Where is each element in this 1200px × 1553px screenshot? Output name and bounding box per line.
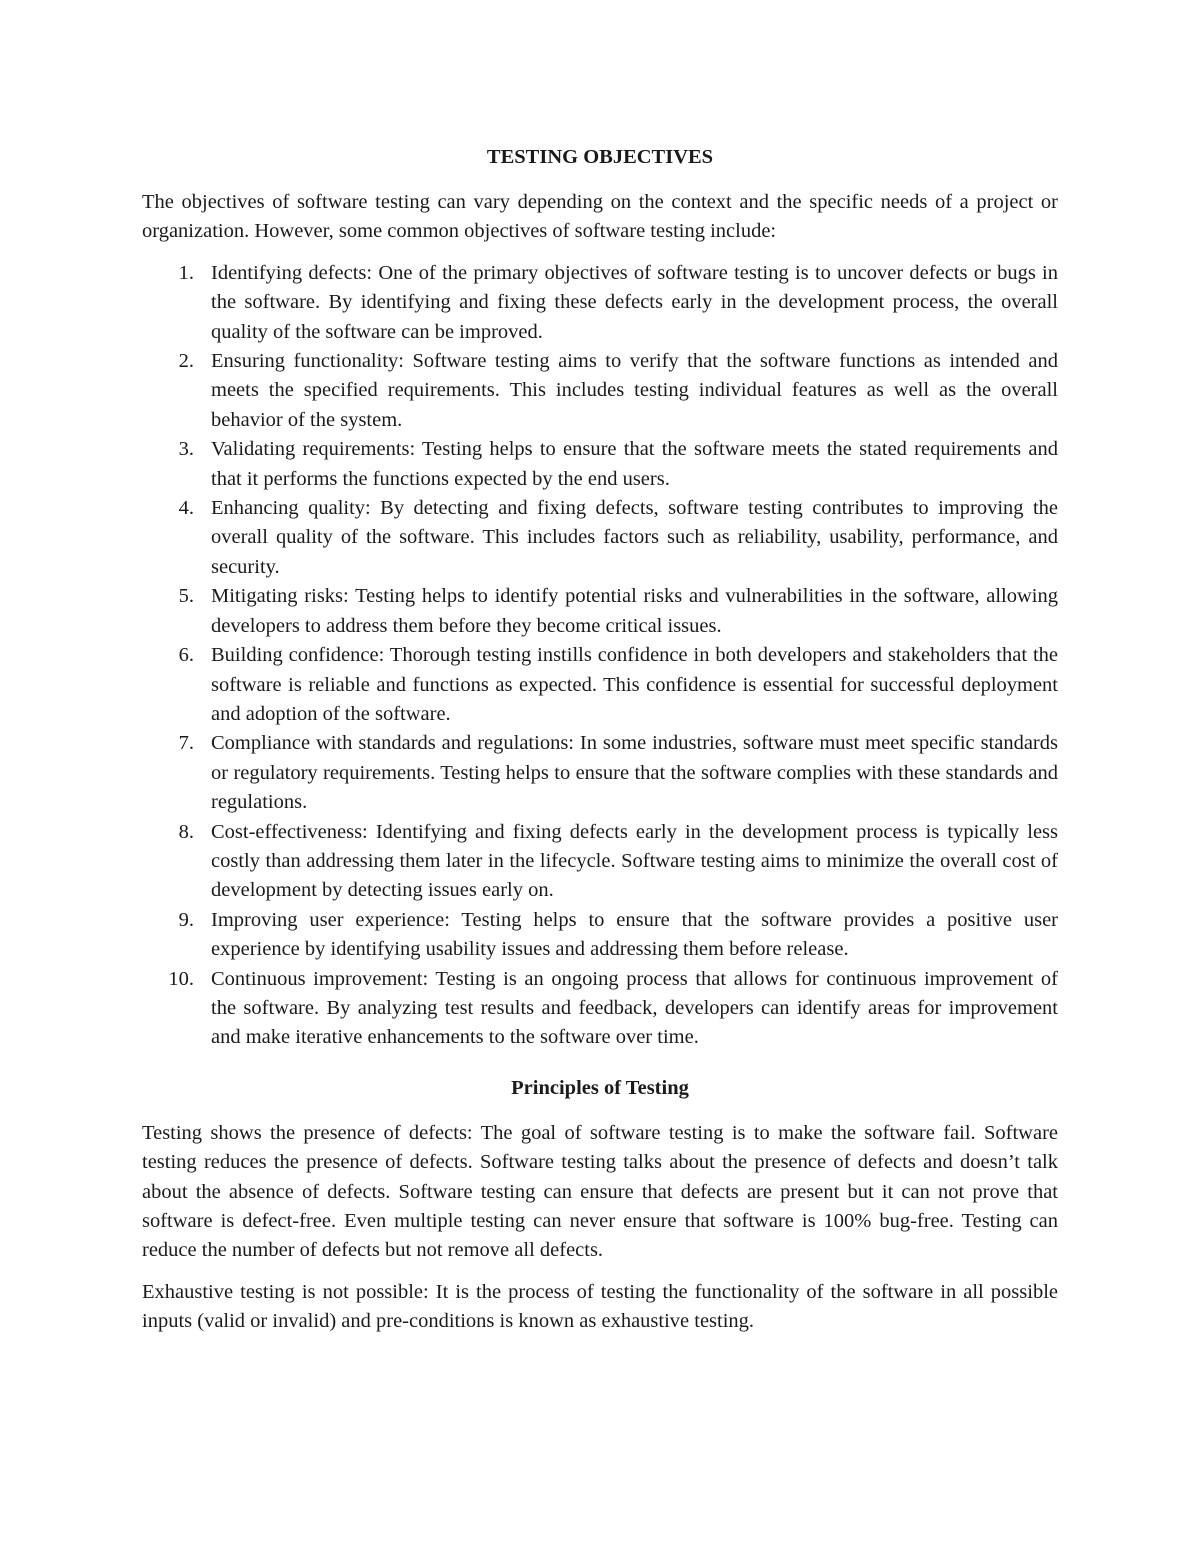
list-item (178, 906, 1058, 965)
list-item-number: 3. (178, 438, 194, 461)
list-item-text: Compliance with standards and regulations: In some industries, software must meet specific standards or regulatory requirements. Testing helps to ensure that the software complies with these standards and regulations. (211, 732, 1058, 814)
list-item-number: 5. (178, 585, 194, 608)
objectives-list (142, 259, 1058, 1053)
list-item-text: Continuous improvement: Testing is an ongoing process that allows for continuous improvement of the software. By analyzing test results and feedback, developers can identify areas for improvement and make iterative enhancements to the software over time. (211, 967, 1058, 1049)
page-title: TESTING OBJECTIVES (486, 146, 714, 168)
list-item-number: 6. (178, 644, 194, 667)
list-item-text: Identifying defects: One of the primary objectives of software testing is to uncover defects or bugs in the software. By identifying and fixing these defects early in the development process, the overall quality of the software can be improved. (211, 261, 1058, 343)
list-item-number: 7. (178, 732, 194, 755)
list-item (178, 729, 1058, 817)
list-item-number: 10. (168, 967, 194, 990)
section-heading-principles: Principles of Testing (511, 1076, 689, 1099)
principle-paragraph: Testing shows the presence of defects: The goal of software testing is to make the software fail. Software testing reduces the presence of defects. Software testing talks about the presence of defects and doesn’t talk about the absence of defects. Software testing can ensure that defects are present but it can not prove that software is defect-free. Even multiple testing can never ensure that software is 100% bug-free. Testing can reduce the number of defects but not remove all defects. (142, 1121, 1058, 1262)
list-item (178, 641, 1058, 729)
intro-paragraph: The objectives of software testing can vary depending on the context and the specific needs of a project or organization. However, some common objectives of software testing include: (142, 191, 1058, 243)
list-item (178, 435, 1058, 494)
list-item (178, 259, 1058, 347)
list-item-text: Cost-effectiveness: Identifying and fixing defects early in the development process is typically less costly than addressing them later in the lifecycle. Software testing aims to minimize the overall cost of development by detecting issues early on. (211, 820, 1058, 902)
list-item-number: 9. (178, 908, 194, 931)
list-item-text: Enhancing quality: By detecting and fixing defects, software testing contributes to improving the overall quality of the software. This includes factors such as reliability, usability, performance, and security. (211, 497, 1058, 578)
list-item-text: Validating requirements: Testing helps to ensure that the software meets the stated requirements and that it performs the functions expected by the end users. (211, 438, 1058, 490)
list-item-text: Improving user experience: Testing helps to ensure that the software provides a positive user experience by identifying usability issues and addressing them before release. (211, 908, 1058, 961)
list-item (168, 965, 1058, 1053)
list-item (178, 818, 1058, 906)
list-item-number: 8. (178, 820, 194, 843)
principle-paragraph: Exhaustive testing is not possible: It is the process of testing the functionality of the software in all possible inputs (valid or invalid) and pre-conditions is known as exhaustive testing. (142, 1280, 1058, 1333)
document-page (142, 142, 1058, 1337)
list-item (178, 494, 1058, 582)
list-item-number: 4. (178, 497, 194, 520)
list-item-text: Ensuring functionality: Software testing aims to verify that the software functions as intended and meets the specified requirements. This includes testing individual features as well as the overall behavior of the system. (211, 350, 1058, 431)
list-item-number: 2. (178, 350, 194, 373)
list-item-text: Mitigating risks: Testing helps to identify potential risks and vulnerabilities in the software, allowing developers to address them before they become critical issues. (211, 585, 1058, 637)
list-item-text: Building confidence: Thorough testing instills confidence in both developers and stakeholders that the software is reliable and functions as expected. This confidence is essential for successful deployment and adoption of the software. (211, 644, 1058, 725)
list-item (178, 582, 1058, 641)
list-item-number: 1. (178, 261, 194, 284)
list-item (178, 347, 1058, 435)
